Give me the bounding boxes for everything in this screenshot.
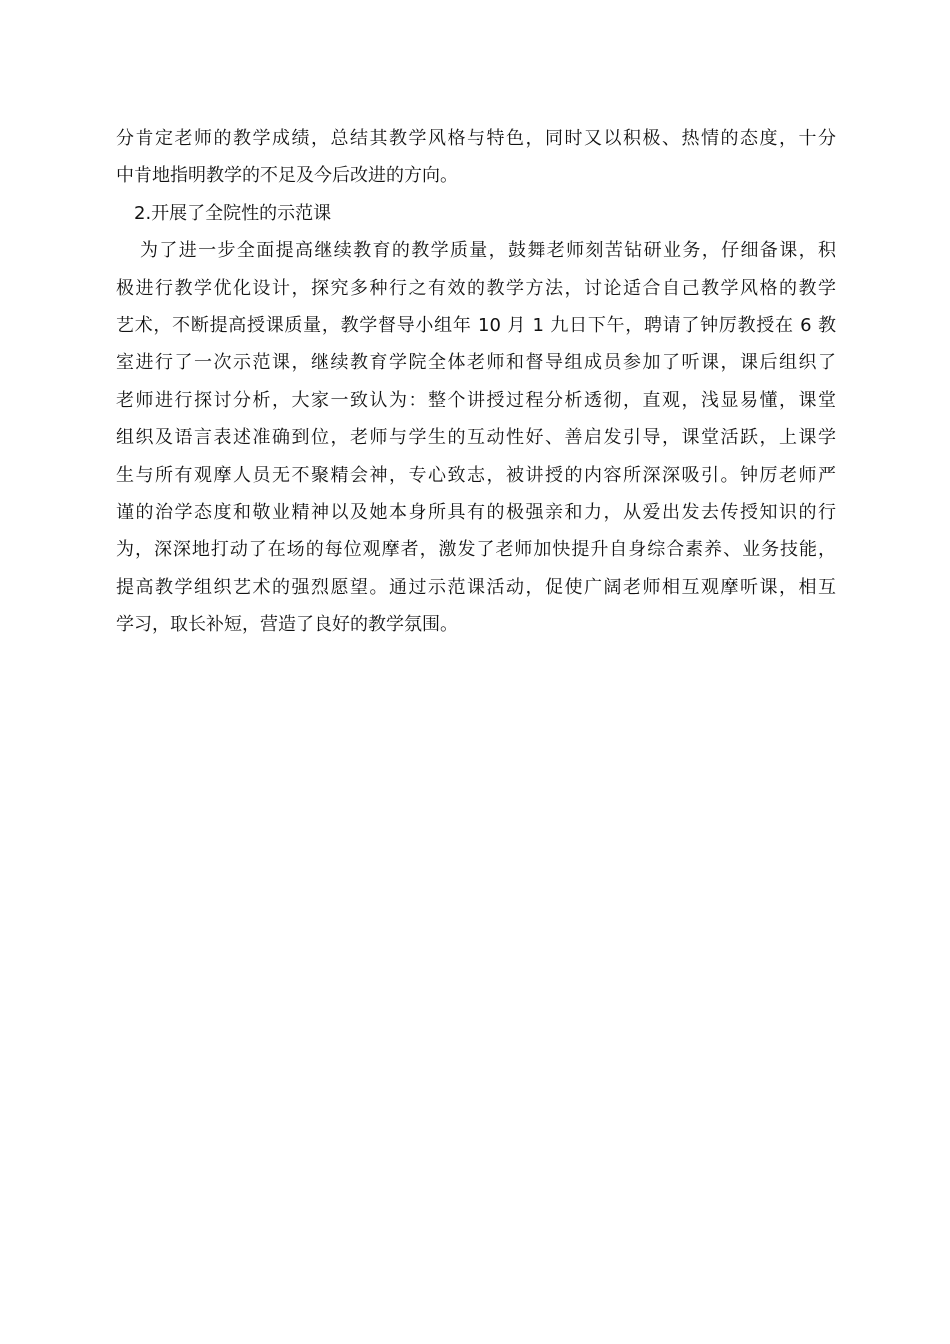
paragraph-2-line-9: 为，深深地打动了在场的每位观摩者，激发了老师加快提升自身综合素养、业务技能， [116, 539, 836, 561]
paragraph-2-line-3: 艺术，不断提高授课质量，教学督导小组年 10 月 1 九日下午，聘请了钟厉教授在 6 教 [116, 314, 836, 336]
paragraph-2-line-7: 生与所有观摩人员无不聚精会神，专心致志，被讲授的内容所深深吸引。钟厉老师严 [116, 464, 836, 486]
paragraph-2-line-10: 提高教学组织艺术的强烈愿望。通过示范课活动，促使广阔老师相互观摩听课，相互 [116, 576, 836, 598]
paragraph-2-line-5: 老师进行探讨分析，大家一致认为：整个讲授过程分析透彻，直观，浅显易懂，课堂 [116, 389, 836, 411]
document-body [116, 120, 836, 643]
paragraph-2-line-1: 为了进一步全面提高继续教育的教学质量，鼓舞老师刻苦钻研业务，仔细备课，积 [140, 240, 836, 262]
paragraph-2-line-6: 组织及语言表述准确到位，老师与学生的互动性好、善启发引导，课堂活跃，上课学 [116, 427, 836, 449]
paragraph-1-line-2: 中肯地指明教学的不足及今后改进的方向。 [116, 165, 458, 187]
section-heading: 2.开展了全院性的示范课 [134, 202, 332, 224]
paragraph-2-line-4: 室进行了一次示范课，继续教育学院全体老师和督导组成员参加了听课，课后组织了 [116, 352, 836, 374]
paragraph-2-line-2: 极进行教学优化设计，探究多种行之有效的教学方法，讨论适合自己教学风格的教学 [116, 277, 836, 299]
paragraph-1-line-1: 分肯定老师的教学成绩，总结其教学风格与特色，同时又以积极、热情的态度，十分 [116, 128, 836, 149]
paragraph-2-line-11: 学习，取长补短，营造了良好的教学氛围。 [116, 614, 458, 636]
paragraph-2-line-8: 谨的治学态度和敬业精神以及她本身所具有的极强亲和力，从爱出发去传授知识的行 [116, 501, 836, 523]
